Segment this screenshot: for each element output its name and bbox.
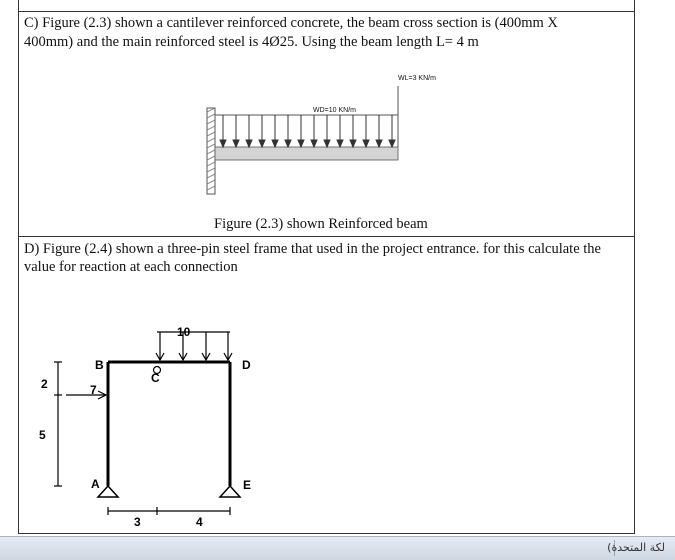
cantilever-beam bbox=[215, 147, 398, 160]
node-b-label: B bbox=[95, 358, 104, 372]
point-load-label: 7 bbox=[90, 383, 97, 397]
distributed-load-arrows bbox=[220, 115, 395, 147]
figure-2-4-three-pin-frame bbox=[30, 320, 280, 530]
height-top-label: 2 bbox=[41, 377, 48, 391]
dead-load-label: WD=10 KN/m bbox=[313, 107, 356, 114]
section-c-line-2: 400mm) and the main reinforced steel is 4Ø25. Using the beam length L= 4 m bbox=[24, 34, 479, 50]
live-load-label: WL=3 KN/m bbox=[398, 75, 436, 82]
pin-support-e bbox=[220, 486, 240, 497]
section-d-line-1: D) Figure (2.4) shown a three-pin steel frame that used in the project entrance. for this calculate the bbox=[24, 241, 601, 257]
node-d-label: D bbox=[242, 358, 251, 372]
table-top-border bbox=[18, 11, 634, 12]
table-bottom-border bbox=[18, 533, 634, 534]
status-bar bbox=[0, 536, 675, 560]
node-a-label: A bbox=[91, 477, 100, 491]
node-e-label: E bbox=[243, 478, 252, 492]
table-row-divider bbox=[18, 236, 634, 237]
figure-2-3-caption: Figure (2.3) shown Reinforced beam bbox=[214, 216, 428, 232]
udl-arrows bbox=[156, 332, 232, 360]
section-d-line-2: value for reaction at each connection bbox=[24, 259, 238, 275]
udl-value-label: 10 bbox=[177, 325, 191, 339]
span-right-label: 4 bbox=[196, 515, 203, 529]
span-left-label: 3 bbox=[134, 515, 141, 529]
pin-support-a bbox=[98, 486, 118, 497]
status-language-text[interactable]: لكة المتحدة) bbox=[607, 541, 665, 554]
node-c-label: C bbox=[151, 371, 160, 385]
height-bottom-label: 5 bbox=[39, 428, 46, 442]
figure-2-3-cantilever bbox=[195, 68, 455, 198]
section-c-line-1: C) Figure (2.3) shown a cantilever reinforced concrete, the beam cross section is (400mm X bbox=[24, 15, 558, 31]
